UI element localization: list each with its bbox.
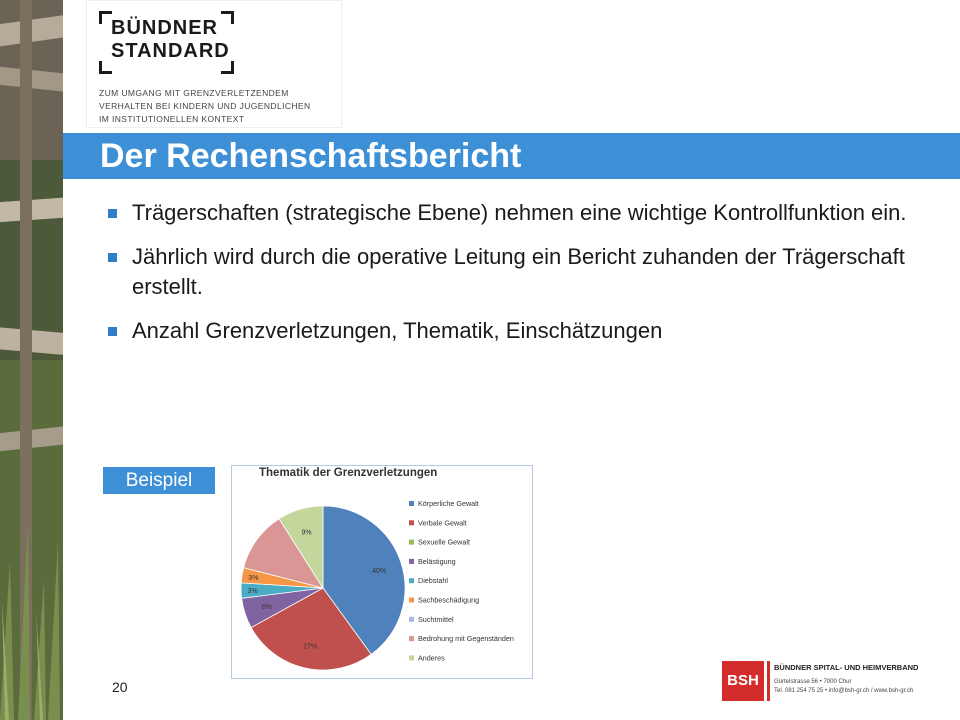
bullet-list bbox=[100, 198, 920, 360]
logo-title-line2: STANDARD bbox=[111, 40, 230, 62]
legend-label: Diebstahl bbox=[418, 576, 448, 586]
legend-swatch bbox=[409, 655, 414, 660]
legend-swatch bbox=[409, 501, 414, 506]
bullet-text: Anzahl Grenzverletzungen, Thematik, Einschätzungen bbox=[132, 318, 663, 343]
logo-subtitle-line2: VERHALTEN BEI KINDERN UND JUGENDLICHEN bbox=[99, 101, 311, 111]
slice-data-label: 9% bbox=[301, 529, 312, 537]
square-bullet-icon bbox=[108, 327, 117, 336]
bullet-text: Jährlich wird durch die operative Leitung ein Bericht zuhanden der Trägerschaft erstellt. bbox=[132, 244, 905, 299]
bsh-divider bbox=[767, 661, 770, 701]
legend-label: Sexuelle Gewalt bbox=[418, 537, 470, 547]
slide-title: Der Rechenschaftsbericht bbox=[100, 137, 522, 175]
bullet-text: Trägerschaften (strategische Ebene) nehmen eine wichtige Kontrollfunktion ein. bbox=[132, 200, 907, 225]
legend-swatch bbox=[409, 578, 414, 583]
slice-data-label: 3% bbox=[248, 574, 259, 582]
legend-label: Suchtmittel bbox=[418, 614, 454, 624]
legend-label: Belästigung bbox=[418, 556, 456, 566]
square-bullet-icon bbox=[108, 253, 117, 262]
bullet-item bbox=[100, 242, 920, 302]
logo-subtitle-line3: IM INSTITUTIONELLEN KONTEXT bbox=[99, 114, 245, 124]
slice-data-label: 3% bbox=[247, 588, 258, 596]
example-label: Beispiel bbox=[103, 467, 215, 494]
logo-subtitle-line1: ZUM UMGANG MIT GRENZVERLETZENDEM bbox=[99, 88, 289, 98]
legend-swatch bbox=[409, 520, 414, 525]
decorative-side-photo bbox=[0, 0, 63, 720]
buendner-standard-logo bbox=[86, 0, 342, 128]
slice-data-label: 40% bbox=[372, 567, 387, 575]
bsh-logo: BSH bbox=[722, 661, 764, 701]
legend-swatch bbox=[409, 617, 414, 622]
bsh-address-line1: Gürtelstrasse 56 • 7000 Chur bbox=[774, 679, 852, 685]
slice-data-label: 27% bbox=[303, 643, 318, 651]
logo-title-line1: BÜNDNER bbox=[111, 17, 218, 39]
legend-swatch bbox=[409, 598, 414, 603]
pie-chart-frame bbox=[231, 465, 533, 679]
bullet-item bbox=[100, 316, 920, 346]
legend-label: Bedrohung mit Gegenständen bbox=[418, 634, 514, 644]
logo-title bbox=[111, 17, 230, 63]
legend-swatch bbox=[409, 636, 414, 641]
square-bullet-icon bbox=[108, 209, 117, 218]
pie-chart bbox=[232, 466, 532, 678]
bsh-org-name: BÜNDNER SPITAL- UND HEIMVERBAND bbox=[774, 663, 919, 672]
chart-title: Thematik der Grenzverletzungen bbox=[259, 467, 438, 479]
legend-label: Körperliche Gewalt bbox=[418, 499, 479, 508]
bsh-address-line2: Tel. 081 254 75 25 • info@bsh-gr.ch / www.bsh-gr.ch bbox=[774, 688, 914, 694]
legend-label: Anderes bbox=[418, 653, 445, 663]
bsh-footer bbox=[722, 660, 956, 702]
legend-label: Sachbeschädigung bbox=[418, 595, 480, 605]
bullet-item bbox=[100, 198, 920, 228]
logo-subtitle bbox=[99, 87, 311, 126]
legend-label: Verbale Gewalt bbox=[418, 518, 467, 528]
slide-number: 20 bbox=[112, 679, 128, 695]
bsh-address bbox=[774, 678, 913, 696]
slice-data-label: 6% bbox=[261, 604, 272, 612]
legend-swatch bbox=[409, 559, 414, 564]
legend-swatch bbox=[409, 540, 414, 545]
